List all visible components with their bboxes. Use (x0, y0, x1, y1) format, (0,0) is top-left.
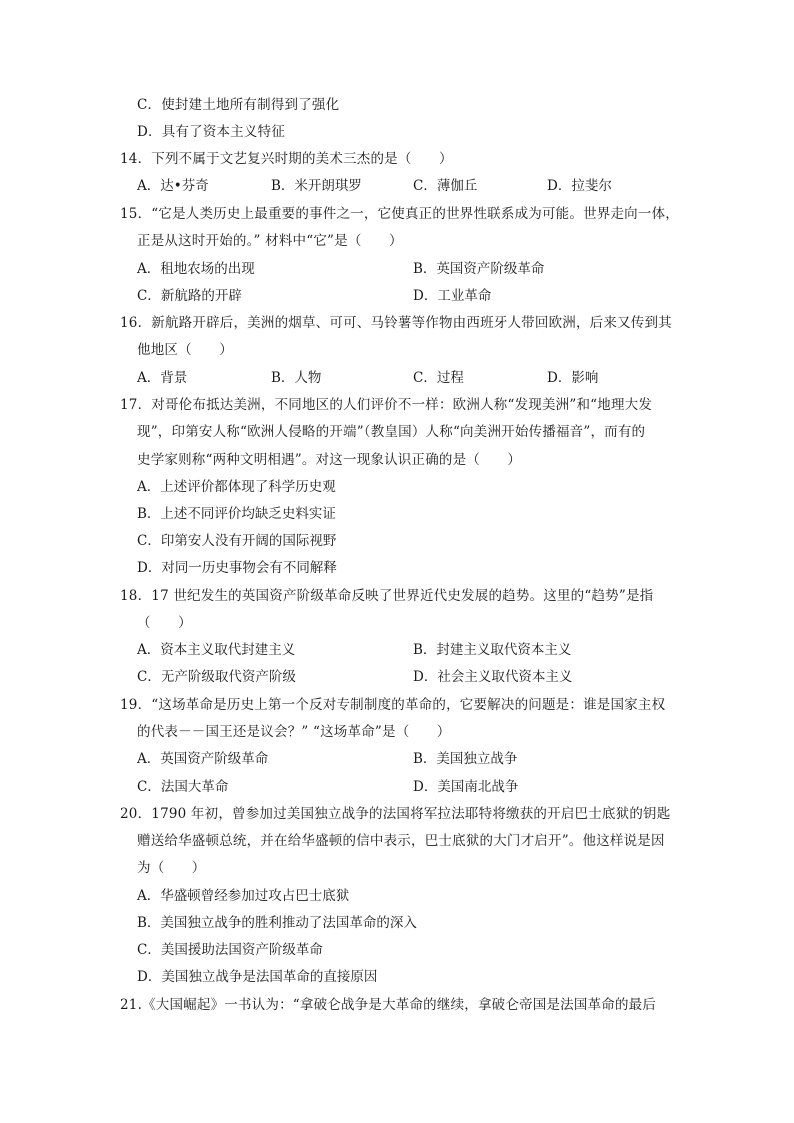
q20-stem-line2: 赠送给华盛顿总统，并在给华盛顿的信中表示，巴士底狱的大门才启开”。他这样说是因 (137, 833, 665, 849)
q18-stem-line2: （ ） (137, 615, 192, 631)
q20-option-a: A．华盛顿曾经参加过攻占巴士底狱 (137, 888, 350, 904)
q13-option-c: C．使封建土地所有制得到了强化 (137, 97, 340, 113)
q18-option-d: D．社会主义取代资本主义 (413, 669, 573, 685)
q21-stem-line1: 21.《大国崛起》一书认为：“拿破仑战争是大革命的继续，拿破仑帝国是法国革命的最后 (120, 997, 657, 1013)
q13-option-d: D．具有了资本主义特征 (137, 124, 286, 140)
q20-option-c: C．美国援助法国资产阶级革命 (137, 942, 323, 958)
q14-option-a: A．达•芬奇 (137, 178, 209, 194)
q14-option-d: D．拉斐尔 (547, 178, 612, 194)
q20-stem-line1: 20．1790 年初，曾参加过美国独立战争的法国将军拉法耶特将缴获的开启巴士底狱的钥匙 (120, 806, 671, 822)
q16-stem-line1: 16．新航路开辟后，美洲的烟草、可可、马铃薯等作物由西班牙人带回欧洲，后来又传到其 (120, 315, 672, 331)
q18-option-c: C．无产阶级取代资产阶级 (137, 669, 296, 685)
q14-option-c: C．薄伽丘 (413, 178, 478, 194)
q14-stem: 14．下列不属于文艺复兴时期的美术三杰的是（ ） (120, 151, 453, 167)
q17-option-b: B．上述不同评价均缺乏史料实证 (137, 506, 336, 522)
q15-option-c: C．新航路的开辟 (137, 288, 242, 304)
q20-stem-line3: 为（ ） (137, 860, 206, 876)
q15-stem-line2: 正是从这时开始的。” 材料中“它”是（ ） (137, 233, 403, 249)
q19-option-b: B．美国独立战争 (413, 751, 518, 767)
q17-option-d: D．对同一历史事物会有不同解释 (137, 560, 337, 576)
q19-option-d: D．美国南北战争 (413, 779, 519, 795)
q17-stem-line1: 17．对哥伦布抵达美洲，不同地区的人们评价不一样：欧洲人称“发现美洲”和“地理大发 (120, 397, 653, 413)
q15-option-d: D．工业革命 (413, 288, 492, 304)
q16-option-c: C．过程 (413, 370, 464, 386)
q17-stem-line2: 现”，印第安人称“欧洲人侵略的开端”（教皇国）人称“向美洲开始传播福音”，而有的 (137, 424, 646, 440)
q18-stem-line1: 18．17 世纪发生的英国资产阶级革命反映了世界近代史发展的趋势。这里的“趋势”是指 (120, 588, 654, 604)
q17-option-c: C．印第安人没有开阔的国际视野 (137, 533, 337, 549)
q14-option-b: B．米开朗琪罗 (271, 178, 362, 194)
q18-option-a: A．资本主义取代封建主义 (137, 642, 296, 658)
q19-option-c: C．法国大革命 (137, 779, 229, 795)
q19-stem-line1: 19．“这场革命是历史上第一个反对专制制度的革命的，它要解决的问题是：谁是国家主权 (120, 697, 666, 713)
q19-option-a: A．英国资产阶级革命 (137, 751, 269, 767)
q19-stem-line2: 的代表－－国王还是议会？” “这场革命”是（ ） (137, 724, 451, 740)
q15-stem-line1: 15．“它是人类历史上最重要的事件之一，它使真正的世界性联系成为可能。世界走向一体， (120, 206, 679, 222)
q20-option-b: B．美国独立战争的胜利推动了法国革命的深入 (137, 915, 417, 931)
q17-option-a: A．上述评价都体现了科学历史观 (137, 479, 336, 495)
q16-option-b: B．人物 (271, 370, 322, 386)
q15-option-b: B．英国资产阶级革命 (413, 261, 545, 277)
q16-stem-line2: 他地区（ ） (137, 342, 233, 358)
q18-option-b: B．封建主义取代资本主义 (413, 642, 572, 658)
q20-option-d: D．美国独立战争是法国革命的直接原因 (137, 969, 378, 985)
q16-option-a: A．背景 (137, 370, 188, 386)
q17-stem-line3: 史学家则称“两种文明相遇”。对这一现象认识正确的是（ ） (137, 452, 522, 468)
q16-option-d: D．影响 (547, 370, 599, 386)
q15-option-a: A．租地农场的出现 (137, 261, 255, 277)
